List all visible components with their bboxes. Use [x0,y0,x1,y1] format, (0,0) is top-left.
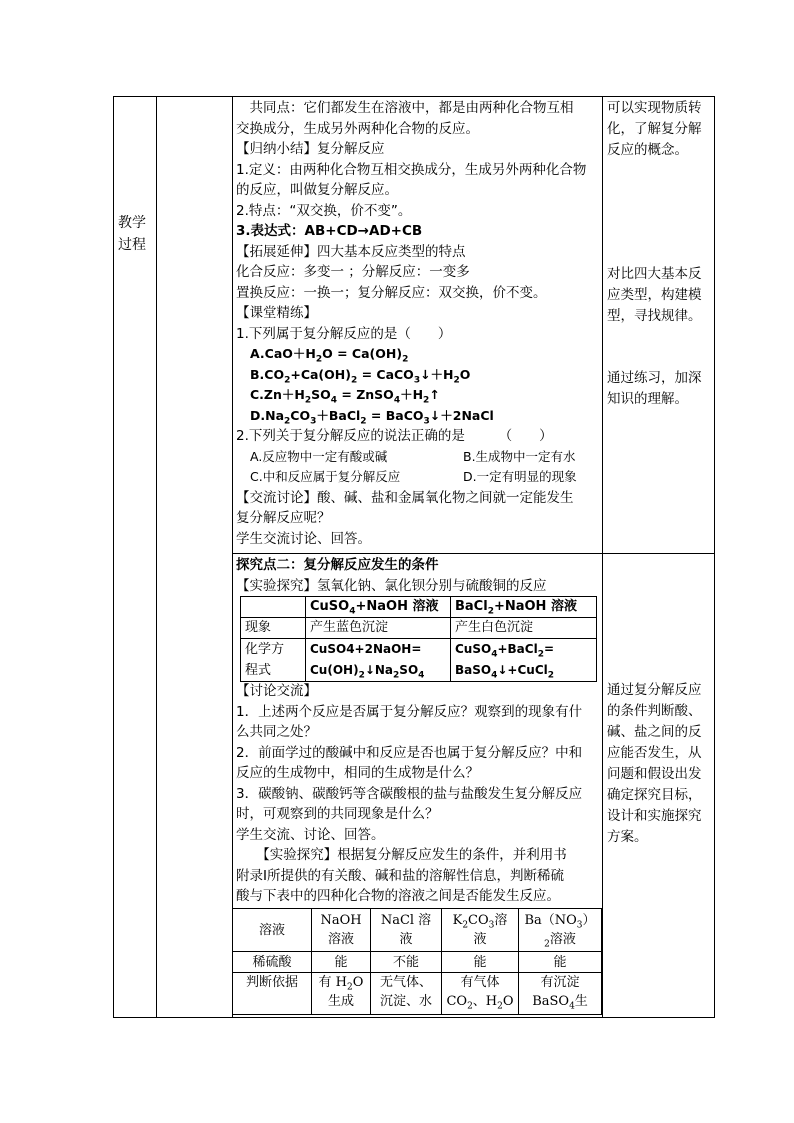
table-cell [241,597,306,618]
design-note-3: 通过练习，加深知识的理解。 [607,370,702,407]
question-1-stem: 1.下列属于复分解反应的是（ ） [236,325,452,342]
col-divider-1 [156,96,157,1018]
design-note-4: 通过复分解反应的条件判断酸、碱、盐之间的反应能否发生，从问题和假设出发确定探究目标，设计和实施探究方案。 [607,682,702,845]
discussion-2 [236,681,600,907]
lower-content [236,555,600,596]
explore-2-title: 探究点二：复分解反应发生的条件 [236,557,439,573]
explore-2-experiment: 【实验探究】氢氧化钠、氯化钡分别与硫酸铜的反应 [236,577,547,594]
table-cell: CuSO4+2NaOH= $Cu(OH)_2↓Na_2SO_4$ [306,639,451,682]
table-cell: 有 $H_2O$ 生成 [312,973,371,1015]
text-line: 置换反应：一换一；复分解反应：双交换，价不变。 [236,284,547,301]
table-header: 溶液 [233,909,312,952]
solubility-table [232,908,602,1015]
text-line: 2．前面学过的酸碱中和反应是否也属于复分解反应？中和 [236,744,583,761]
text-line: 复分解反应呢？ [236,510,331,526]
q2-options-row-1 [236,447,600,468]
text-line: 时，可观察到的共同现象是什么？ [236,806,439,822]
table-cell: 判断依据 [233,973,312,1015]
text-line: 交换成分，生成另外两种化合物的反应。 [236,120,479,137]
text-line: 共同点：它们都发生在溶液中，都是由两种化合物互相 [236,100,574,116]
text-line: 1．上述两个反应是否属于复分解反应？观察到的现象有什 [236,703,583,720]
row-divider [232,553,715,554]
text-line: 反应的生成物中，相同的生成物是什么？ [236,765,479,781]
col-divider-2 [232,96,233,1018]
q2-option-d: D.一定有明显的现象 [463,469,577,484]
text-line: 酸与下表中的四种化合物的溶液之间是否能发生反应。 [236,888,560,904]
text-line: 3.表达式：AB+CD→AD+CB [236,223,423,239]
text-line: 1.定义：由两种化合物互相交换成分，生成另外两种化合物 [236,161,587,178]
text-line: 化合反应：多变一 ；分解反应：一变多 [236,264,470,280]
q1-option-c: $C.Zn+H_2SO_4$ = $ZnSO_4+H_2↑$ [250,387,440,406]
table-header-cuso4: CuSO$_4$+NaOH 溶液 [306,597,451,618]
table-cell: 产生白色沉淀 [451,618,597,639]
table-header: NaOH 溶液 [312,909,371,952]
table-row-label: 化学方 程式 [241,639,306,682]
table-cell: 稀硫酸 [233,952,312,973]
table-cell: 能 [519,952,602,973]
table-header: $K_2CO_3$溶 液 [442,909,519,952]
text-line: 【归纳小结】复分解反应 [236,141,385,157]
table-header-bacl2: BaCl$_2$+NaOH 溶液 [451,597,597,618]
q1-option-b: $B.CO_2+Ca(OH)_2$ = $CaCO_3↓+H_2O$ [250,366,471,385]
text-line: 【实验探究】根据复分解反应发生的条件，并利用书 [236,847,567,863]
table-header: $Ba(NO_3)$ $_2$溶液 [519,909,602,952]
text-line: 学生交流、讨论、回答。 [236,826,385,843]
text-line: 【拓展延伸】四大基本反应类型的特点 [236,243,466,260]
section-label: 教学 过程 [118,215,146,253]
q2-option-a: A.反应物中一定有酸或碱 [250,448,388,464]
text-line: 的反应，叫做复分解反应。 [236,182,398,198]
table-cell: 无气体、 沉淀、水 [371,973,442,1015]
table-cell: CuSO$_4$+BaCl$_2$= BaSO$_4$↓+CuCl$_2$ [451,639,597,682]
design-note-2: 对比四大基本反应类型，构建模型，寻找规律。 [607,266,702,324]
lesson-plan-table [113,96,715,1018]
text-line: 【交流讨论】酸、碱、盐和金属氧化物之间就一定能发生 [236,489,574,506]
text-line: 么共同之处？ [236,724,317,740]
table-row-label: 现象 [241,618,306,639]
table-cell: 能 [312,952,371,973]
text-line: 【课堂精练】 [236,305,317,321]
q2-option-b: B.生成物中一定有水 [463,448,576,464]
table-header: NaCl 溶 液 [371,909,442,952]
design-note-1: 可以实现物质转化，了解复分解反应的概念。 [607,100,702,158]
q2-option-c: C.中和反应属于复分解反应 [250,469,401,484]
upper-content [236,98,600,549]
text-line: 附录Ⅰ所提供的有关酸、碱和盐的溶解性信息，判断稀硫 [236,867,564,884]
table-cell: 有沉淀 BaSO$_4$生 [519,973,602,1015]
table-cell: 产生蓝色沉淀 [306,618,451,639]
question-2-stem: 2.下列关于复分解反应的说法正确的是 （ ） [236,428,553,444]
table-cell: 有气体 $CO_2$、$H_2O$ [442,973,519,1015]
text-line: 学生交流讨论、回答。 [236,530,371,547]
table-cell: 能 [442,952,519,973]
q1-option-d: $D.Na_2CO_3+BaCl_2$ = BaCO$_3$↓＋2NaCl [250,407,494,426]
text-line: 2.特点：“双交换，价不变”。 [236,202,412,219]
text-line: 【讨论交流】 [236,683,317,699]
col-divider-3 [602,96,603,1018]
reaction-table [240,596,597,682]
text-line: 3．碳酸钠、碳酸钙等含碳酸根的盐与盐酸发生复分解反应 [236,785,583,802]
q2-options-row-2 [236,467,600,488]
table-cell: 不能 [371,952,442,973]
q1-option-a: $A.CaO+H_2O = Ca(OH)_2$ [250,346,409,365]
